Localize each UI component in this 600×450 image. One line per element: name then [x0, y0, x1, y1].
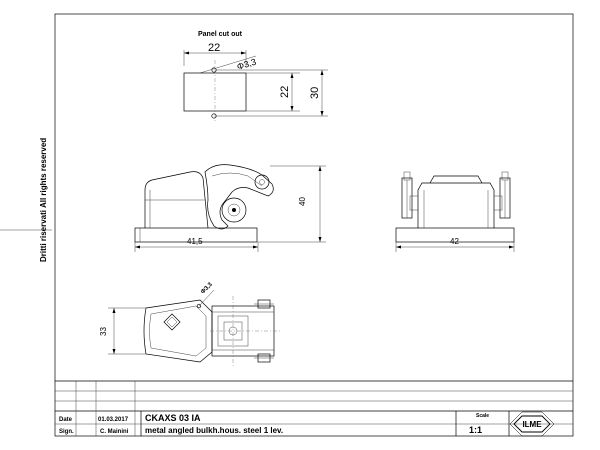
panel-cut-out-title: Panel cut out	[198, 31, 242, 38]
product-code: CKAXS 03 IA	[145, 413, 201, 423]
side-view-lever	[205, 165, 273, 229]
lever-pivot-upper	[255, 175, 269, 189]
panel-cut-out-view	[184, 31, 328, 122]
cut-out-width-label: 22	[208, 42, 221, 54]
front-view-width-label: 42	[450, 237, 459, 246]
sign-label: Sign.	[59, 429, 74, 435]
front-view	[396, 172, 514, 252]
side-view-height-label: 40	[298, 197, 307, 206]
top-view-height-label: 33	[99, 327, 108, 336]
date-value: 01.03.2017	[98, 417, 129, 423]
cut-out-inner-height-label: 22	[279, 85, 291, 98]
drawing-frame	[55, 14, 573, 436]
side-view	[135, 165, 326, 252]
top-view-logo-diamond	[164, 314, 180, 330]
signer-value: C. Mainini	[100, 429, 129, 435]
side-view-width-label: 41,5	[187, 237, 203, 246]
cut-out-hole-bottom	[212, 114, 216, 118]
top-view	[99, 281, 282, 368]
title-block	[55, 381, 573, 436]
cut-out-outer-height-label: 30	[309, 86, 321, 99]
product-description: metal angled bulkh.hous. steel 1 lev.	[145, 426, 284, 435]
rights-reserved-note: Dritti riservati All rights reserved	[39, 137, 48, 262]
logo-text: ILME	[522, 420, 542, 429]
top-view-hole-label: Φ3,3	[200, 281, 214, 296]
scale-value: 1:1	[469, 425, 483, 435]
date-label: Date	[59, 417, 73, 423]
scale-label: Scale	[476, 413, 490, 419]
cut-out-hole-label: Φ3,3	[235, 56, 258, 72]
